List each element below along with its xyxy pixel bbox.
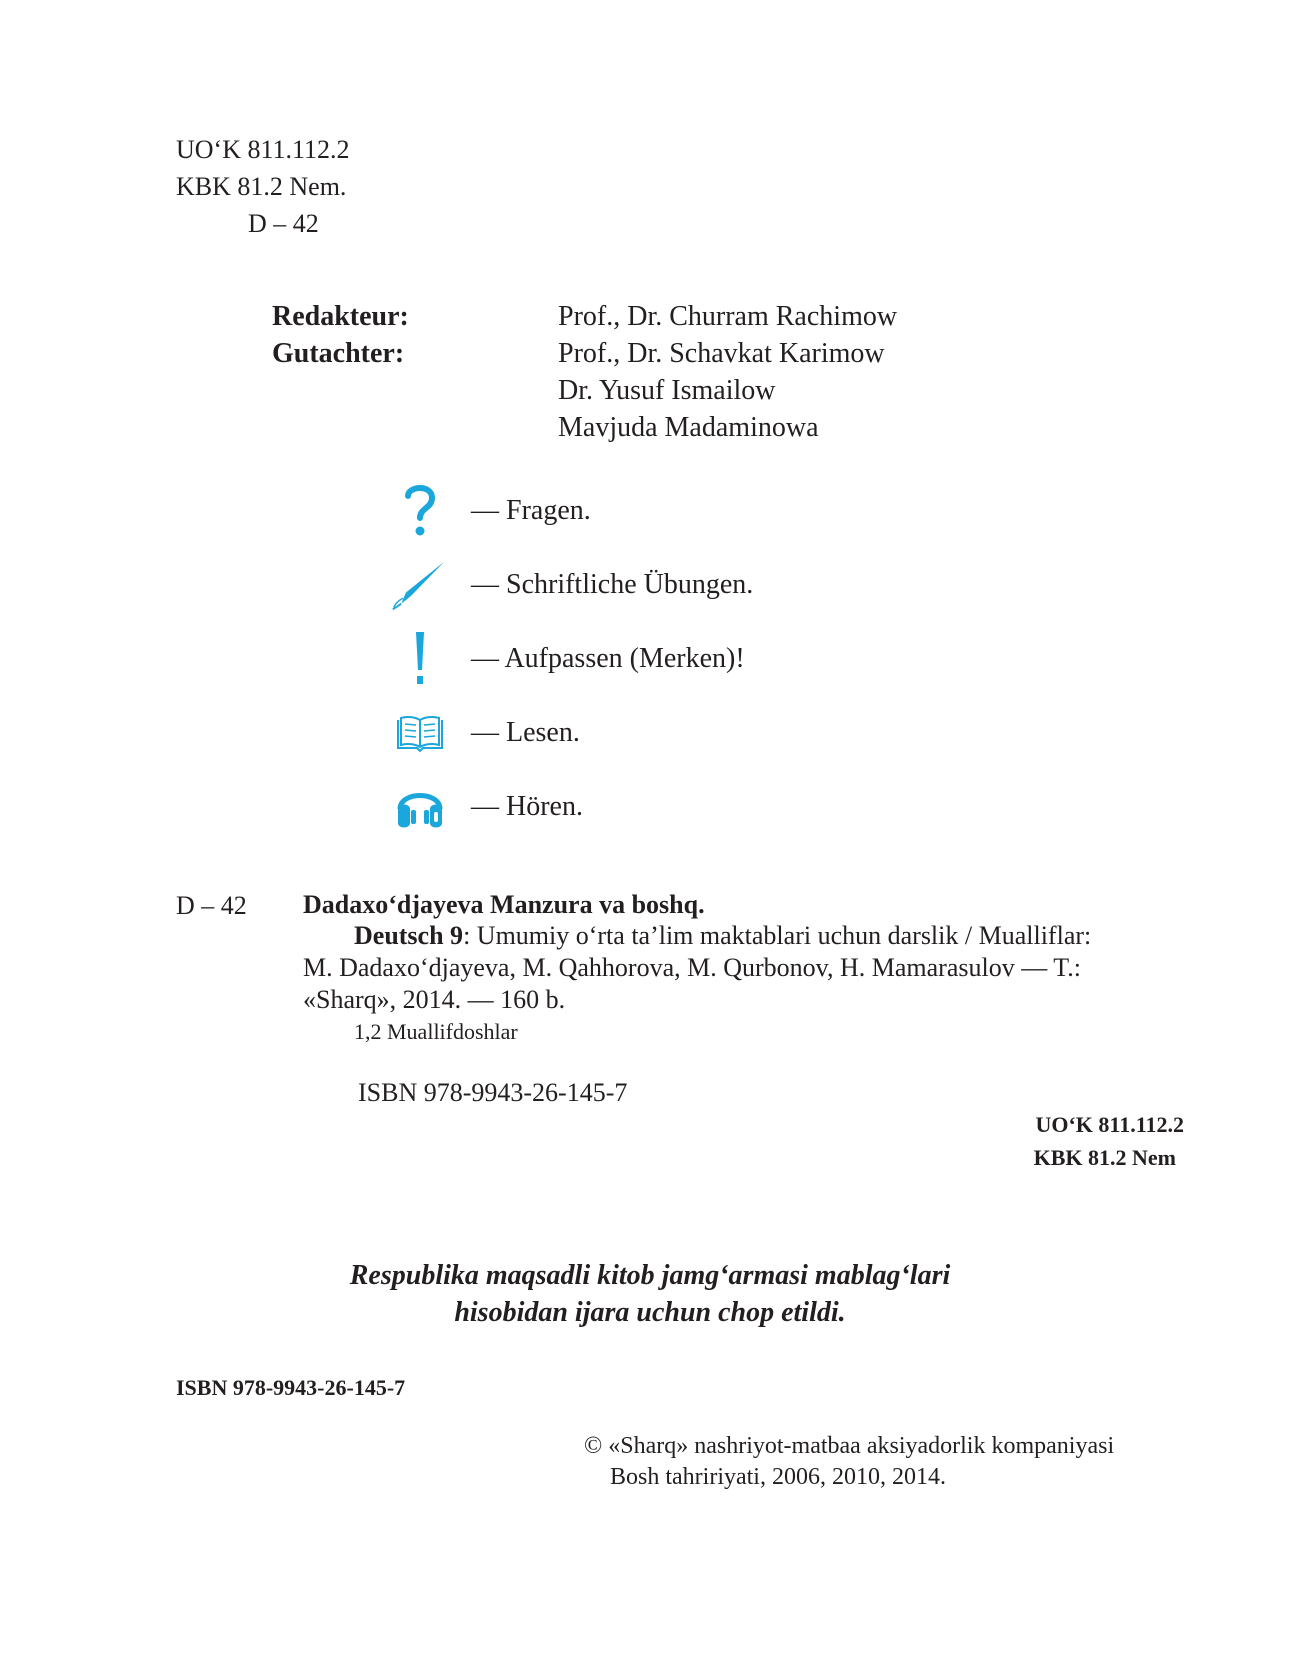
bibliography-authors-line: M. Dadaxo‘djayeva, M. Qahhorova, M. Qurbonov, H. Mamarasulov — T.: [303, 953, 1081, 982]
reviewers-label: Gutachter: [272, 338, 405, 369]
bbk-code: KBK 81.2 Nem. [176, 172, 347, 201]
bibliography-mark: D – 42 [176, 891, 247, 920]
editor-name: Prof., Dr. Churram Rachimow [558, 301, 898, 332]
bibliography-publisher-line: «Sharq», 2014. — 160 b. [303, 985, 566, 1014]
bibliography-bbk: KBK 81.2 Nem [1033, 1145, 1176, 1170]
copyright-line: Bosh tahririyati, 2006, 2010, 2014. [610, 1464, 946, 1490]
pen-icon [390, 555, 450, 615]
funding-note-line: hisobidan ijara uchun chop etildi. [454, 1297, 846, 1328]
copyright-line: © «Sharq» nashriyot-matbaa aksiyadorlik kompaniyasi [584, 1433, 1115, 1459]
bibliography-isbn: ISBN 978-9943-26-145-7 [358, 1078, 628, 1107]
legend-hoeren: — Hören. [471, 791, 583, 822]
book-title: Deutsch 9 [354, 921, 464, 950]
reviewer-name: Prof., Dr. Schavkat Karimow [558, 338, 885, 369]
funding-note-line: Respublika maqsadli kitob jamg‘armasi mablag‘lari [349, 1260, 951, 1291]
legend-aufpassen: — Aufpassen (Merken)! [471, 643, 745, 674]
legend-fragen: — Fragen. [471, 495, 591, 526]
author-mark: D – 42 [248, 209, 319, 238]
book-icon [390, 705, 450, 765]
book-subtitle: : Umumiy o‘rta ta’lim maktablari uchun darslik / Mualliflar: [463, 921, 1092, 950]
headphones-icon [390, 775, 450, 835]
reviewer-name: Mavjuda Madaminowa [558, 412, 819, 443]
bibliography-coauthors: 1,2 Muallifdoshlar [354, 1019, 518, 1044]
legend-lesen: — Lesen. [471, 717, 580, 748]
isbn-bottom: ISBN 978-9943-26-145-7 [176, 1375, 406, 1400]
reviewer-name: Dr. Yusuf Ismailow [558, 375, 776, 406]
editor-label: Redakteur: [272, 301, 409, 332]
udk-code: UO‘K 811.112.2 [176, 135, 350, 164]
legend-schriftliche-uebungen: — Schriftliche Übungen. [471, 569, 754, 600]
exclamation-mark-icon [390, 628, 450, 688]
question-mark-icon [390, 480, 450, 540]
bibliography-authors: Dadaxo‘djayeva Manzura va boshq. [303, 890, 705, 919]
bibliography-title-line [354, 923, 1091, 949]
bibliography-udk: UO‘K 811.112.2 [1035, 1112, 1184, 1137]
